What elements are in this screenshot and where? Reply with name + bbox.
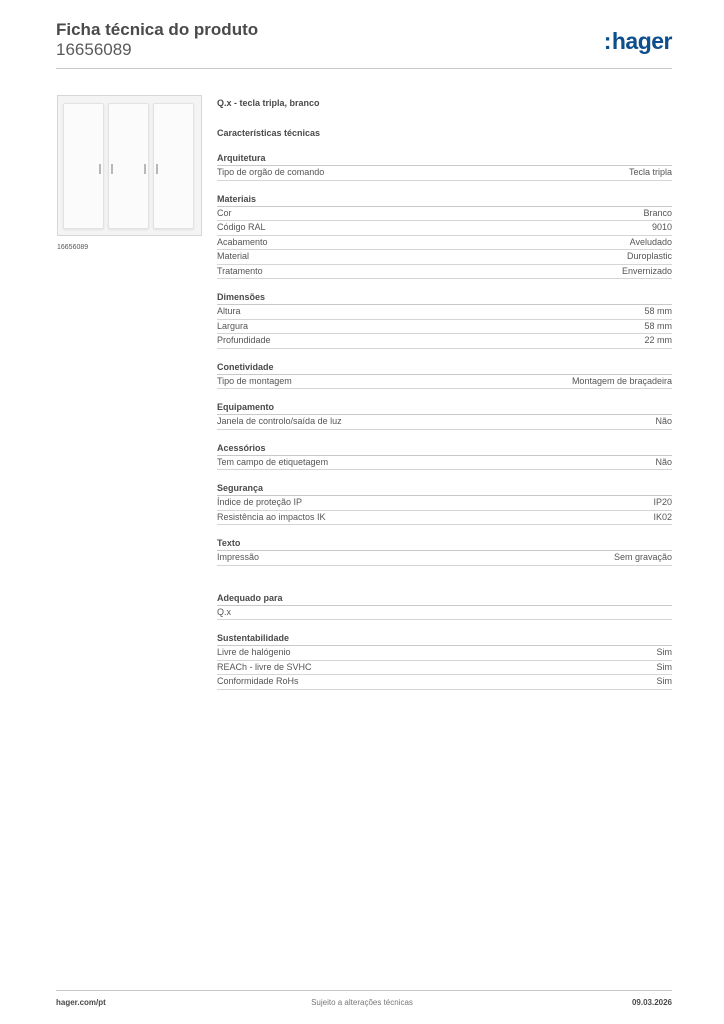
spec-row	[217, 334, 672, 349]
spec-row	[217, 375, 672, 390]
spec-label: Altura	[217, 306, 241, 316]
footer-notice: Sujeito a alterações técnicas	[311, 998, 413, 1007]
spec-label: Índice de proteção IP	[217, 497, 303, 507]
spec-label: Largura	[217, 320, 249, 331]
hager-logo	[604, 28, 672, 55]
spec-label: Tratamento	[217, 265, 263, 276]
spec-label: Acabamento	[217, 236, 268, 247]
spec-section	[217, 193, 672, 280]
spec-row	[217, 415, 672, 430]
spec-label: REACh - livre de SVHC	[217, 661, 312, 672]
section-title: Sustentabilidade	[217, 632, 672, 646]
spec-value: Sim	[656, 647, 672, 657]
section-title: Equipamento	[217, 401, 672, 415]
logo-text: hager	[611, 28, 672, 54]
spec-value: Tecla tripla	[628, 167, 672, 177]
spec-section	[217, 291, 672, 349]
spec-row	[217, 221, 672, 236]
spec-row	[217, 675, 672, 690]
spec-section	[217, 152, 672, 181]
rocker-mark	[144, 164, 146, 174]
spec-value: IP20	[653, 497, 672, 507]
spec-value: Envernizado	[621, 265, 672, 276]
spec-label: Tipo de orgão de comando	[217, 167, 325, 177]
spec-section	[217, 401, 672, 430]
product-name: Q.x - tecla tripla, branco	[217, 98, 320, 108]
spec-label: Janela de controlo/saída de luz	[217, 416, 342, 426]
footer-website: hager.com/pt	[56, 998, 106, 1007]
spec-row	[217, 305, 672, 320]
section-title: Texto	[217, 537, 672, 551]
spec-value: Não	[655, 416, 672, 426]
spec-label: Q.x	[217, 606, 232, 617]
spec-sections	[217, 152, 672, 690]
spec-value: Montagem de braçadeira	[571, 375, 672, 386]
rocker-mark	[111, 164, 113, 174]
spec-label: Livre de halógenio	[217, 647, 291, 657]
rocker-mark	[99, 164, 101, 174]
spec-section	[217, 537, 672, 566]
rocker-right	[153, 103, 194, 229]
spec-row	[217, 166, 672, 181]
spec-section	[217, 632, 672, 690]
spec-value: Aveludado	[629, 236, 672, 247]
spec-row	[217, 265, 672, 280]
section-title: Acessórios	[217, 442, 672, 456]
header-divider	[56, 68, 672, 69]
spec-section	[217, 592, 672, 621]
document-title: Ficha técnica do produto	[56, 20, 259, 39]
spec-value: Sim	[656, 676, 672, 686]
footer-divider	[56, 990, 672, 991]
spec-value: 22 mm	[644, 335, 672, 345]
spec-section	[217, 482, 672, 525]
spec-value: Duroplastic	[626, 251, 672, 261]
spec-label: Código RAL	[217, 222, 266, 232]
spec-section	[217, 442, 672, 471]
rocker-mark	[156, 164, 158, 174]
spec-label: Profundidade	[217, 335, 271, 345]
spec-row	[217, 606, 672, 621]
section-title: Segurança	[217, 482, 672, 496]
spec-value: Sim	[656, 661, 672, 672]
spec-label: Resistência ao impactos IK	[217, 511, 326, 522]
spec-label: Tem campo de etiquetagem	[217, 456, 329, 467]
spec-heading: Características técnicas	[217, 128, 321, 138]
spec-row	[217, 511, 672, 526]
image-caption: 16656089	[57, 244, 89, 251]
spec-row	[217, 551, 672, 566]
section-title: Adequado para	[217, 592, 672, 606]
spec-value: 58 mm	[644, 320, 672, 331]
spec-label: Cor	[217, 207, 232, 218]
section-title: Arquitetura	[217, 152, 672, 166]
spec-row	[217, 250, 672, 265]
spec-label: Impressão	[217, 552, 260, 562]
footer-date: 09.03.2026	[631, 998, 672, 1007]
document-header	[56, 20, 672, 60]
spec-row	[217, 456, 672, 471]
spec-row	[217, 236, 672, 251]
spec-value: Não	[655, 456, 672, 467]
spec-value: IK02	[653, 511, 672, 522]
section-title: Conetividade	[217, 361, 672, 375]
product-code: 16656089	[56, 40, 132, 59]
spec-row	[217, 661, 672, 676]
spec-row	[217, 320, 672, 335]
spec-row	[217, 207, 672, 222]
section-title: Materiais	[217, 193, 672, 207]
spec-content	[217, 96, 672, 690]
spec-label: Material	[217, 251, 250, 261]
spec-value: Sem gravação	[613, 552, 672, 562]
spec-value: 58 mm	[644, 306, 672, 316]
spec-row	[217, 496, 672, 511]
rocker-middle	[108, 103, 149, 229]
logo-colon-icon: :	[603, 28, 611, 54]
spec-label: Conformidade RoHs	[217, 676, 299, 686]
product-image	[57, 95, 202, 236]
section-title: Dimensões	[217, 291, 672, 305]
spec-value: Branco	[643, 207, 672, 218]
rocker-left	[63, 103, 104, 229]
spec-row	[217, 646, 672, 661]
spec-label: Tipo de montagem	[217, 375, 292, 386]
spec-value: 9010	[651, 222, 672, 232]
spec-section	[217, 361, 672, 390]
